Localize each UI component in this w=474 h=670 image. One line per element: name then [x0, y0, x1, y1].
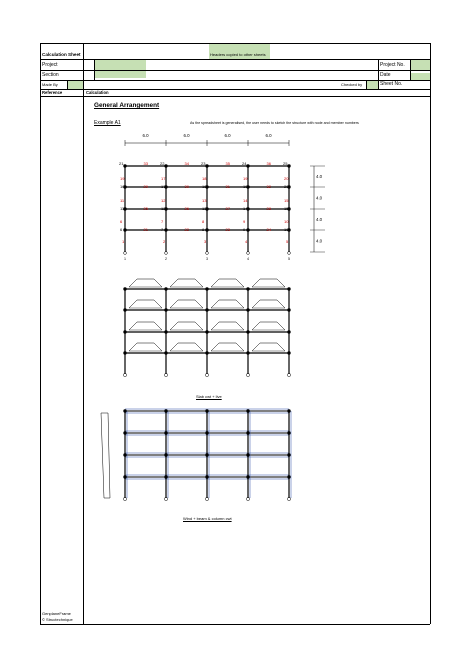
- node-label: 16: [120, 184, 125, 189]
- column-label: 8: [202, 219, 205, 224]
- node-dot: [287, 287, 290, 290]
- node-dot: [164, 431, 167, 434]
- dim-storey-label: 4.0: [316, 195, 323, 201]
- dim-storey-label: 4.0: [316, 217, 323, 222]
- footer-program: GenplaneFrame: [42, 611, 71, 616]
- made-by-label: Made By: [42, 82, 58, 87]
- node-label: 22: [160, 161, 165, 166]
- node-dot: [164, 287, 167, 290]
- node-dot: [287, 475, 290, 478]
- support-pin: [288, 252, 291, 255]
- column-label: 18: [202, 176, 207, 181]
- node-dot: [246, 228, 249, 231]
- node-label: 6: [120, 227, 123, 232]
- slab-load-trapezoid: [129, 300, 162, 308]
- node-dot: [123, 475, 126, 478]
- node-label: 1: [124, 257, 126, 261]
- column-label: 20: [284, 176, 289, 181]
- reference-label: Reference: [42, 90, 63, 95]
- slab-load-trapezoid: [129, 322, 162, 330]
- column-label: 4: [245, 239, 248, 244]
- dim-bay-label: 6.0: [224, 133, 231, 138]
- beam-label: 26: [184, 206, 189, 211]
- date-label: Date: [380, 72, 391, 78]
- slab-load-trapezoid: [129, 343, 162, 351]
- node-dot: [287, 431, 290, 434]
- node-dot: [205, 351, 208, 354]
- node-dot: [287, 330, 290, 333]
- column-label: 12: [161, 198, 166, 203]
- dim-bay-label: 6.0: [142, 133, 149, 138]
- copied-note: Headers copied to other sheets: [210, 52, 266, 57]
- beam-label: 31: [225, 184, 230, 189]
- section-label: Section: [42, 72, 59, 78]
- sheet-no-label: Sheet No.: [380, 81, 403, 87]
- dim-bay-label: 6.0: [265, 133, 272, 138]
- node-dot: [287, 351, 290, 354]
- node-dot: [246, 287, 249, 290]
- calc-sheet-title: Calculation Sheet: [42, 52, 81, 57]
- beam-label: 22: [184, 227, 189, 232]
- beam-label: 25: [143, 206, 148, 211]
- node-dot: [205, 287, 208, 290]
- column-label: 9: [243, 219, 246, 224]
- column-label: 6: [120, 219, 123, 224]
- slab-load-trapezoid: [170, 279, 203, 287]
- wind-caption: Wind + beam & column cwt: [183, 516, 232, 521]
- node-dot: [246, 164, 249, 167]
- project-label: Project: [42, 62, 58, 68]
- beam-label: 36: [266, 161, 271, 166]
- beam-label: 32: [266, 184, 271, 189]
- node-dot: [123, 431, 126, 434]
- beam-label: 24: [266, 227, 271, 232]
- node-dot: [246, 475, 249, 478]
- node-dot: [205, 228, 208, 231]
- example-description: As the spreadsheet is generalised, the user needs to sketch the structure with node and member numbers: [190, 121, 359, 125]
- beam-label: 33: [143, 161, 148, 166]
- beam-label: 35: [225, 161, 230, 166]
- node-dot: [205, 453, 208, 456]
- node-dot: [123, 453, 126, 456]
- checked-by-label: Checked by: [341, 82, 363, 87]
- node-label: 21: [119, 161, 124, 166]
- beam-label: 28: [266, 206, 271, 211]
- node-label: 3: [206, 257, 208, 261]
- node-dot: [164, 351, 167, 354]
- node-label: 12: [161, 206, 166, 211]
- node-dot: [123, 164, 126, 167]
- slab-load-trapezoid: [129, 279, 162, 287]
- node-dot: [246, 351, 249, 354]
- node-dot: [246, 453, 249, 456]
- slab-load-trapezoid: [252, 343, 285, 351]
- node-dot: [246, 431, 249, 434]
- node-label: 17: [161, 184, 166, 189]
- node-dot: [287, 453, 290, 456]
- node-label: 4: [247, 257, 249, 261]
- node-dot: [205, 308, 208, 311]
- node-dot: [164, 409, 167, 412]
- column-label: 2: [163, 239, 166, 244]
- node-dot: [287, 409, 290, 412]
- column-label: 15: [284, 198, 289, 203]
- node-label: 14: [243, 206, 248, 211]
- slab-caption: Slab cwt + live: [196, 394, 222, 399]
- footer-copyright: © Structechnique: [42, 617, 73, 622]
- slab-load-trapezoid: [211, 322, 244, 330]
- node-label: 2: [165, 257, 167, 261]
- node-dot: [205, 409, 208, 412]
- node-dot: [246, 330, 249, 333]
- column-label: 11: [120, 198, 125, 203]
- node-dot: [123, 308, 126, 311]
- node-dot: [205, 330, 208, 333]
- node-dot: [164, 330, 167, 333]
- project-no-label: Project No.: [380, 62, 405, 68]
- node-dot: [205, 475, 208, 478]
- node-label: 9: [243, 227, 246, 232]
- node-dot: [123, 409, 126, 412]
- slab-load-trapezoid: [252, 300, 285, 308]
- column-label: 13: [202, 198, 207, 203]
- node-dot: [205, 431, 208, 434]
- node-dot: [287, 164, 290, 167]
- node-label: 19: [243, 184, 248, 189]
- beam-label: 21: [143, 227, 148, 232]
- node-dot: [287, 308, 290, 311]
- node-dot: [205, 164, 208, 167]
- beam-label: 34: [184, 161, 189, 166]
- general-arrangement-heading: General Arrangement: [94, 102, 160, 109]
- column-label: 5: [286, 239, 289, 244]
- support-pin: [247, 252, 250, 255]
- support-pin: [124, 252, 127, 255]
- node-dot: [123, 287, 126, 290]
- beam-label: 23: [225, 227, 230, 232]
- node-dot: [164, 475, 167, 478]
- example-label: Example A1: [94, 120, 121, 126]
- column-label: 10: [284, 219, 289, 224]
- column-label: 14: [243, 198, 248, 203]
- node-label: 10: [284, 227, 289, 232]
- node-label: 8: [202, 227, 205, 232]
- slab-load-trapezoid: [252, 279, 285, 287]
- node-label: 18: [202, 184, 207, 189]
- node-dot: [123, 228, 126, 231]
- node-label: 11: [120, 206, 125, 211]
- support-pin: [165, 252, 168, 255]
- slab-load-trapezoid: [211, 343, 244, 351]
- slab-load-trapezoid: [170, 343, 203, 351]
- node-label: 13: [202, 206, 207, 211]
- column-label: 19: [120, 176, 125, 181]
- slab-load-trapezoid: [170, 300, 203, 308]
- column-label: 3: [204, 239, 207, 244]
- column-label: 19: [243, 176, 248, 181]
- node-dot: [123, 330, 126, 333]
- node-label: 23: [201, 161, 206, 166]
- node-dot: [164, 308, 167, 311]
- wind-load-diagram: [101, 413, 110, 498]
- slab-load-trapezoid: [252, 322, 285, 330]
- node-label: 15: [284, 206, 289, 211]
- dim-bay-label: 6.0: [183, 133, 190, 138]
- slab-load-trapezoid: [211, 279, 244, 287]
- column-label: 1: [122, 239, 125, 244]
- node-label: 5: [288, 257, 290, 261]
- slab-load-trapezoid: [170, 322, 203, 330]
- node-dot: [164, 164, 167, 167]
- beam-label: 30: [184, 184, 189, 189]
- column-label: 17: [161, 176, 166, 181]
- support-pin: [206, 252, 209, 255]
- node-dot: [164, 228, 167, 231]
- dim-storey-label: 4.0: [316, 174, 323, 179]
- node-dot: [246, 409, 249, 412]
- calculation-label: Calculation: [86, 90, 109, 95]
- node-dot: [123, 351, 126, 354]
- node-dot: [164, 453, 167, 456]
- node-label: 7: [161, 227, 164, 232]
- slab-load-trapezoid: [211, 300, 244, 308]
- beam-label: 27: [225, 206, 230, 211]
- beam-label: 29: [143, 184, 148, 189]
- node-label: 20: [284, 184, 289, 189]
- node-dot: [246, 308, 249, 311]
- dim-storey-label: 4.0: [316, 238, 323, 244]
- column-label: 7: [161, 219, 164, 224]
- node-label: 24: [242, 161, 247, 166]
- node-label: 25: [283, 161, 288, 166]
